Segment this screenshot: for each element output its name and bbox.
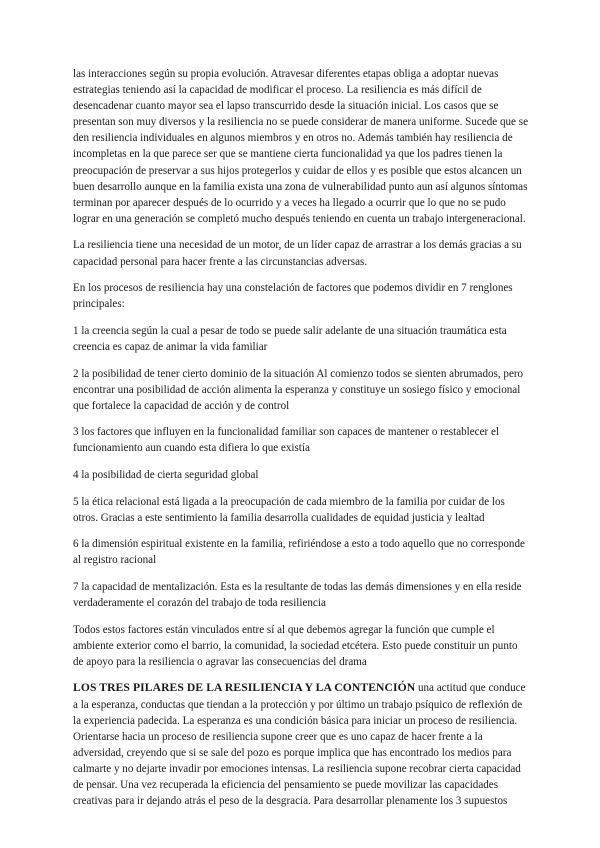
section-heading: LOS TRES PILARES DE LA RESILIENCIA Y LA CONTENCIÓN <box>73 681 416 695</box>
list-item-factor-3: 3 los factores que influyen en la funcionalidad familiar son capaces de mantener o restablecer el funcionamiento aun cuando esta difiera lo que existía <box>73 426 499 455</box>
list-item-factor-6: 6 la dimensión espiritual existente en la familia, refiriéndose a esto a todo aquello que no corresponde al registro racional <box>73 538 525 567</box>
list-item-factor-4: 4 la posibilidad de cierta seguridad global <box>73 468 259 481</box>
paragraph-resilience-motor: La resiliencia tiene una necesidad de un motor, de un líder capaz de arrastrar a los demás gracias a su capacidad personal para hacer frente a las circunstancias adversas. <box>73 239 522 268</box>
list-item-factor-1: 1 la creencia según la cual a pesar de todo se puede salir adelante de una situación traumática esta creencia es capaz de animar la vida familiar <box>73 324 507 353</box>
paragraph-external-environment: Todos estos factores están vinculados entre sí al que debemos agregar la función que cumple el ambiente exterior como el barrio, la comunidad, la sociedad etcétera. Esto puede constituir un punto de apoyo para la resiliencia o agravar las consecuencias del drama <box>73 623 518 668</box>
paragraph-three-pillars <box>73 680 530 809</box>
list-item-factor-5: 5 la ética relacional está ligada a la preocupación de cada miembro de la familia por cuidar de los otros. Gracias a este sentimiento la familia desarrolla cualidades de equidad justicia y lealtad <box>73 495 505 524</box>
paragraph-factors-intro: En los procesos de resiliencia hay una constelación de factores que podemos dividir en 7 renglones principales: <box>73 282 513 311</box>
paragraph-family-evolution: las interacciones según su propia evolución. Atravesar diferentes etapas obliga a adoptar nuevas estrategias teniendo así la capacidad de modificar el proceso. La resiliencia es más difícil de desencadenar cuanto mayor sea el lapso transcurrido desde la situación inicial. Los casos que se presentan son muy diversos y la resiliencia no se puede considerar de manera uniforme. Sucede que se den resiliencia individuales en algunos miembros y en otros no. Además también hay resiliencia de incompletas en la que parece ser que se mantiene cierta funcionalidad ya que los padres tienen la preocupación de preservar a sus hijos protegerlos y cuidar de ellos y es posible que estos alcancen un buen desarrollo aunque en la familia exista una zona de vulnerabilidad punto aun así algunos síntomas terminan por aparecer después de lo ocurrido y a veces ha llegado a ocurrir que lo que no se pudo lograr en una generación se completó mucho después teniendo en cuenta un trabajo intergeneracional. <box>73 68 528 225</box>
list-item-factor-7: 7 la capacidad de mentalización. Esta es la resultante de todas las demás dimensiones y en ella reside verdaderamente el corazón del trabajo de toda resiliencia <box>73 580 522 610</box>
section-body: una actitud que conduce a la esperanza, conductas que tiendan a la protección y por último un trabajo psíquico de reflexión de la experiencia padecida. La esperanza es una condición básica para iniciar un proceso de resiliencia. Orientarse hacia un proceso de resiliencia supone creer que es uno capaz de hacer frente a la adversidad, creyendo que si se sale del pozo es porque implica que has encontrado los medios para calmarte y no dejarte invadir por emociones intensas. La resiliencia supone recobrar cierta capacidad de pensar. Una vez recuperada la eficiencia del pensamiento se puede movilizar las capacidades creativas para ir dejando atrás el peso de la desgracia. Para desarrollar plenamente los 3 supuestos <box>73 682 526 808</box>
list-item-factor-2: 2 la posibilidad de tener cierto dominio de la situación Al comienzo todos se sienten abrumados, pero encontrar una posibilidad de acción alimenta la esperanza y constituye un sosiego físico y emocional que fortalece la capacidad de acción y de control <box>73 367 524 412</box>
